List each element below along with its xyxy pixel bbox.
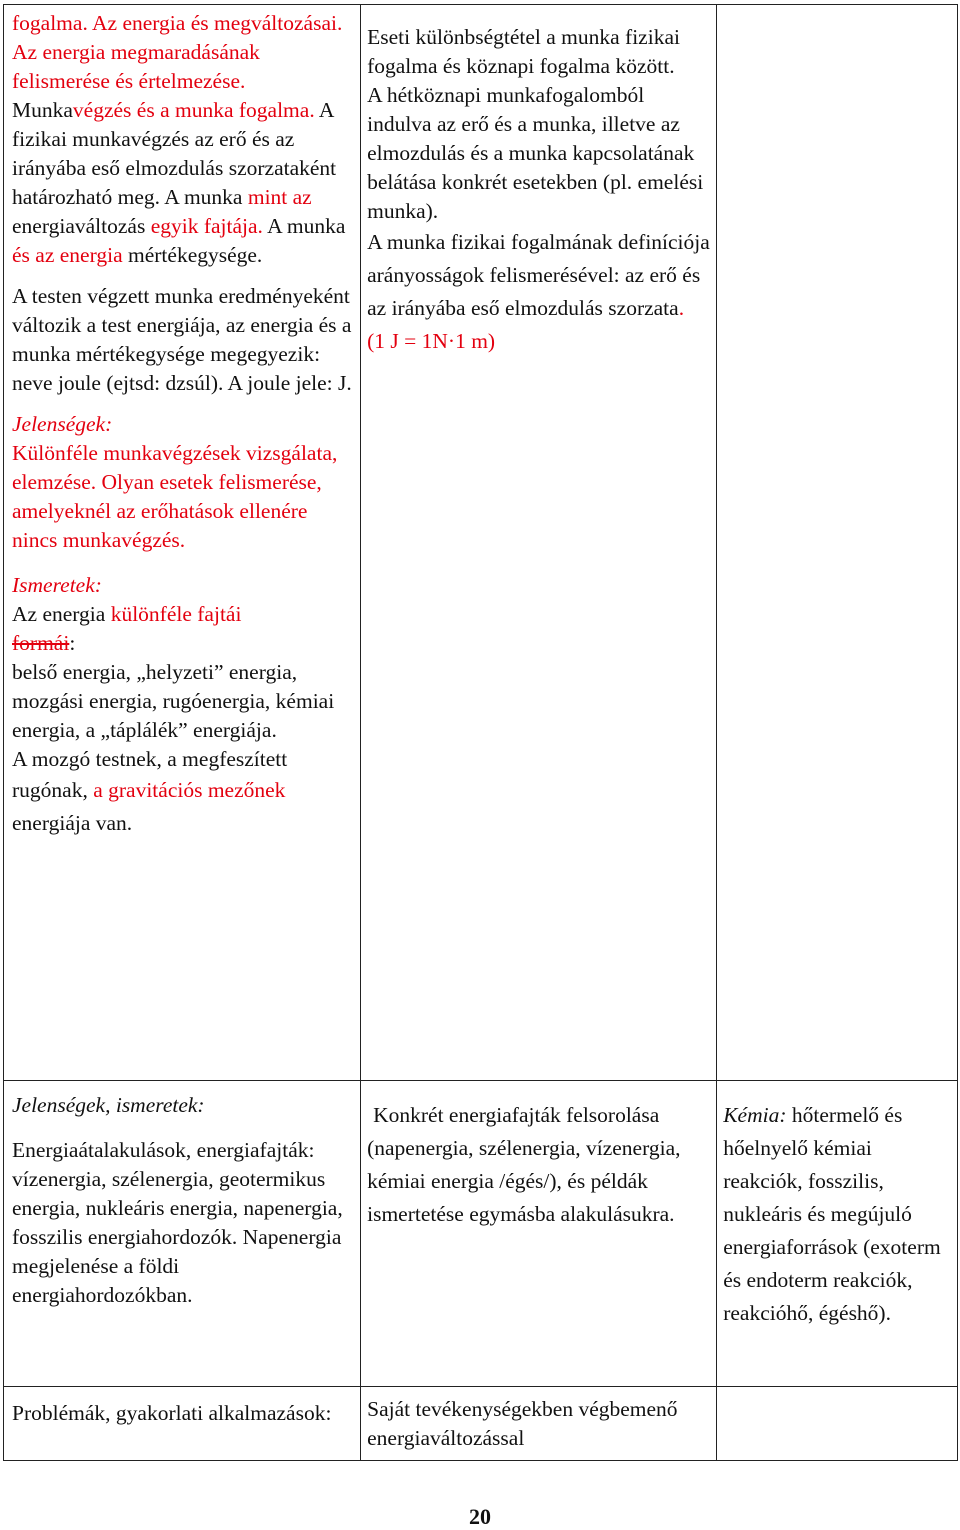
ismeretek-intro — [12, 600, 352, 658]
activity-paragraph-3 — [367, 226, 710, 325]
text-run: a gravitációs mezőnek — [93, 778, 286, 802]
page-number: 20 — [469, 1504, 491, 1529]
content-cell-activities — [361, 5, 717, 1081]
content-cell-topics — [4, 1387, 361, 1461]
problems-label: Problémák, gyakorlati alkalmazások: — [12, 1401, 332, 1425]
text-run: és az energia — [12, 243, 123, 267]
text-run: A munka fizikai fogalmának definíciója arányosságok felismerésével: az erő és az irányába eső elmozdulás szorzata — [367, 230, 710, 320]
content-cell-links-empty — [717, 5, 958, 1081]
ismeretek-mozgo: A mozgó testnek, a megfeszített — [12, 747, 288, 771]
joule-formula: (1 J = 1N·1 m) — [367, 329, 496, 353]
activity-paragraph-2: A hétköznapi munkafogalomból indulva az erő és a munka, illetve az elmozdulás és a munka kapcsolatának belátása konkrét esetekben (pl. emelési munka). — [367, 83, 704, 223]
topic-paragraph — [12, 9, 352, 270]
text-run: A munka — [262, 214, 346, 238]
content-cell-topics — [4, 5, 361, 1081]
text-run: . — [678, 296, 685, 320]
jelensegek-label: Jelenségek: — [12, 412, 113, 436]
text-run: fogalma. Az energia és megváltozásai. — [12, 11, 343, 35]
ismeretek-end: energiája van. — [12, 811, 133, 835]
table-row — [4, 5, 958, 1081]
text-run: Az energia — [12, 602, 111, 626]
jelensegek-ismeretek-label: Jelenségek, ismeretek: — [12, 1093, 205, 1117]
text-run: különféle fajtái — [110, 602, 242, 626]
activity-paragraph-1: Eseti különbségtétel a munka fizikai fogalma és köznapi fogalma között. — [367, 25, 680, 78]
text-run: A munka — [160, 185, 248, 209]
text-run: Az energia megmaradásának felismerése és értelmezése. — [12, 40, 260, 93]
content-cell-activities — [361, 1387, 717, 1461]
text-run: végzés és a munka fogalma. — [72, 98, 315, 122]
table-row — [4, 1387, 958, 1461]
jelensegek-text: Különféle munkavégzések vizsgálata, elemzése. Olyan esetek felismerése, amelyeknél az erőhatások ellenére nincs munkavégzés. — [12, 441, 338, 552]
text-run: egyik fajtája. — [150, 214, 263, 238]
text-run: hőtermelő és hőelnyelő kémiai reakciók, fosszilis, nukleáris és megújuló energiaforrások (exoterm és endoterm reakciók, reakcióhő, égéshő). — [723, 1103, 941, 1325]
content-cell-topics — [4, 1081, 361, 1387]
text-run: rugónak, — [12, 778, 94, 802]
text-run: mint az — [247, 185, 312, 209]
content-cell-links-empty — [717, 1387, 958, 1461]
ismeretek-rugo — [12, 774, 352, 807]
own-activities-text: Saját tevékenységekben végbemenő energiaváltozással — [367, 1397, 678, 1450]
text-run: energiaváltozás — [12, 214, 151, 238]
joule-paragraph: A testen végzett munka eredményeként változik a test energiája, az energia és a munka mértékegysége megegyezik: neve joule (ejtsd: dzsúl). A joule jele: J. — [12, 284, 352, 395]
text-run: : — [69, 631, 76, 655]
table-row — [4, 1081, 958, 1387]
energy-examples-text: Konkrét energiafajták felsorolása (napenergia, szélenergia, vízenergia, kémiai energia /égés/), és példák ismertetése egymásba alakulásukra. — [367, 1103, 681, 1226]
chemistry-link — [723, 1099, 951, 1330]
text-run: mértékegysége. — [122, 243, 263, 267]
energy-types-text: Energiaátalakulások, energiafajták: vízenergia, szélenergia, geotermikus energia, nukleáris energia, napenergia, fosszilis energiahordozók. Napenergia megjelenése a földi energiahordozókban. — [12, 1138, 343, 1307]
text-run: A fizikai munkavégzés az erő és az irányába eső elmozdulás szorzataként határozható meg. — [12, 98, 337, 209]
chemistry-label: Kémia: — [723, 1103, 787, 1127]
content-cell-activities — [361, 1081, 717, 1387]
curriculum-table — [3, 4, 958, 1461]
text-run: Munka — [12, 98, 73, 122]
content-cell-links — [717, 1081, 958, 1387]
ismeretek-label: Ismeretek: — [12, 573, 102, 597]
struck-text: formái — [12, 631, 70, 655]
ismeretek-text: belső energia, „helyzeti” energia, mozgási energia, rugóenergia, kémiai energia, a „táplálék” energiája. — [12, 660, 335, 742]
